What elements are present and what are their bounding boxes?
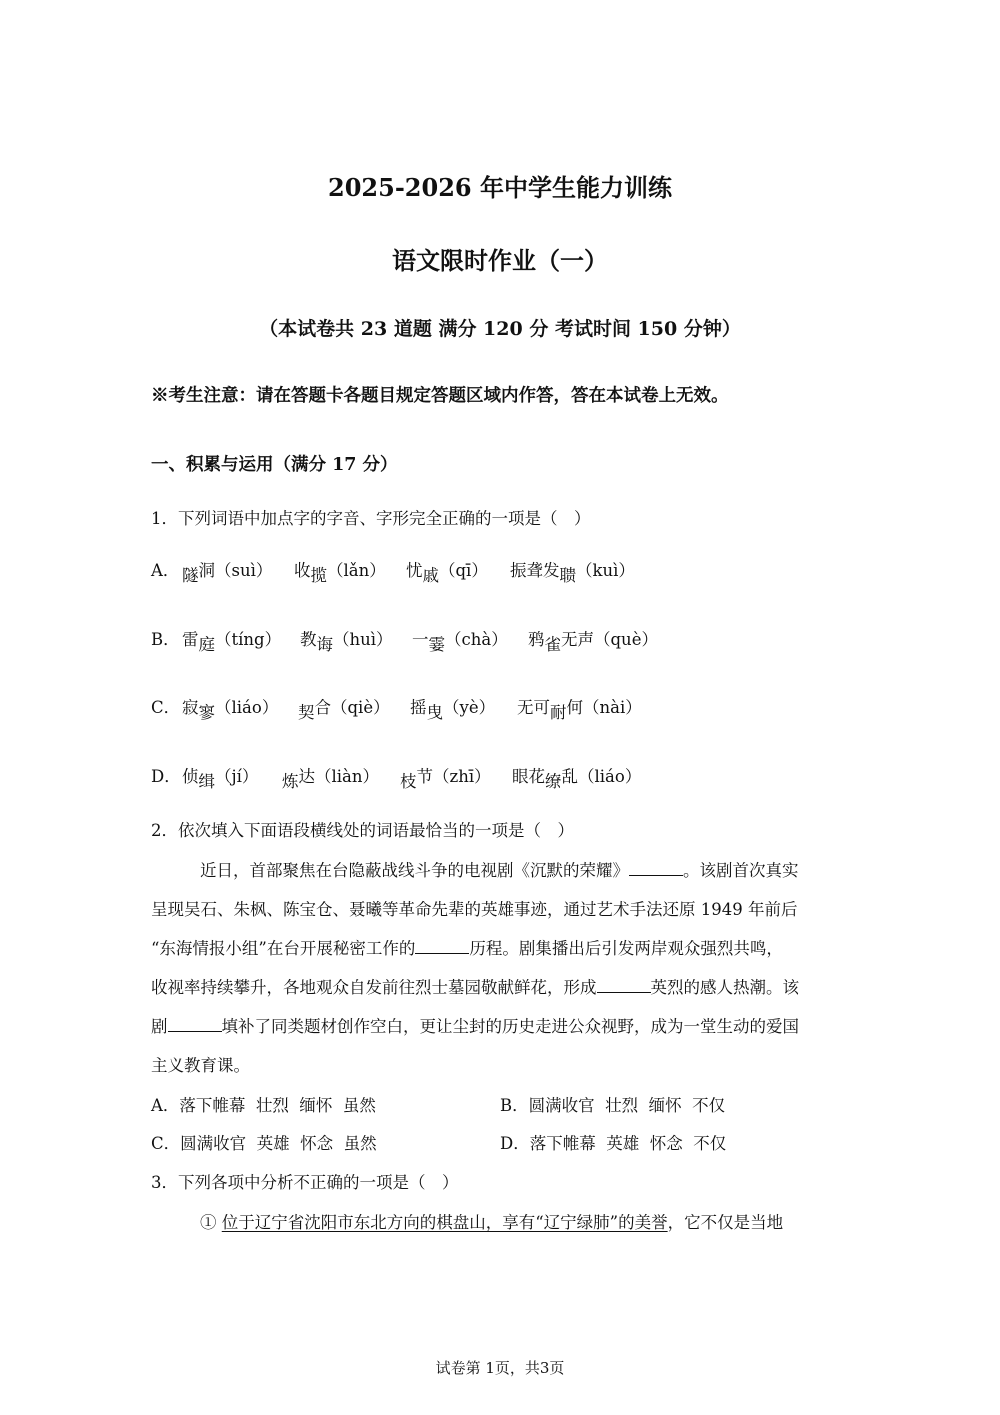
q2-para-text: “东海情报小组”在台开展秘密工作的 bbox=[151, 939, 416, 958]
word-text: 振聋发 bbox=[510, 561, 560, 580]
fill-blank bbox=[629, 859, 683, 877]
pinyin-annotation: （huì） bbox=[333, 630, 393, 649]
q2-para-text: 填补了同类题材创作空白，更让尘封的历史走进公众视野，成为一堂生动的爱国 bbox=[221, 1017, 799, 1036]
dotted-character: 炼 bbox=[282, 772, 299, 791]
option-letter: A． bbox=[151, 561, 180, 580]
pinyin-annotation: （liáo） bbox=[215, 698, 279, 717]
word-text: 教 bbox=[300, 630, 317, 649]
word-text: 无声 bbox=[561, 630, 594, 649]
q1-word-item bbox=[182, 626, 282, 654]
dotted-character: 枝 bbox=[400, 772, 417, 791]
word-text: 寂 bbox=[182, 698, 199, 717]
q2-para-line-5 bbox=[151, 1013, 799, 1037]
dotted-character: 诲 bbox=[316, 635, 333, 654]
q1-option-row bbox=[0, 694, 1000, 724]
dotted-character: 缭 bbox=[545, 772, 562, 791]
q3-line-1 bbox=[200, 1209, 783, 1233]
option-text: 落下帷幕 英雄 怀念 不仅 bbox=[529, 1134, 727, 1153]
q2-para-text: 呈现吴石、朱枫、陈宝仓、聂曦等革命先辈的英雄事迹，通过艺术手法还原 1949 年前后 bbox=[151, 900, 798, 919]
pinyin-annotation: （kuì） bbox=[576, 561, 635, 580]
q1-option-row bbox=[0, 626, 1000, 656]
q2-option-b bbox=[500, 1092, 725, 1116]
question-3-stem: 3．下列各项中分析不正确的一项是（ ） bbox=[151, 1173, 459, 1192]
pinyin-annotation: （liáo） bbox=[578, 767, 642, 786]
underlined-sentence: 位于辽宁省沈阳市东北方向的棋盘山，享有“辽宁绿肺”的美誉 bbox=[221, 1213, 668, 1232]
q2-option-d bbox=[500, 1130, 726, 1154]
exam-subtitle: 语文限时作业（一） bbox=[392, 246, 608, 275]
q2-para-text: 剧 bbox=[151, 1017, 168, 1036]
word-text: 忧 bbox=[406, 561, 423, 580]
exam-info: （本试卷共 23 道题 满分 120 分 考试时间 150 分钟） bbox=[259, 318, 741, 340]
word-text: 收 bbox=[294, 561, 311, 580]
exam-notice: ※考生注意：请在答题卡各题目规定答题区域内作答，答在本试卷上无效。 bbox=[151, 386, 729, 406]
option-text: 圆满收官 英雄 怀念 虽然 bbox=[180, 1134, 377, 1153]
dotted-character: 霎 bbox=[428, 635, 445, 654]
q2-para-text: 近日，首部聚焦在台隐蔽战线斗争的电视剧《沉默的荣耀》 bbox=[200, 861, 629, 880]
q2-para-line-1 bbox=[200, 857, 799, 881]
pinyin-annotation: （chà） bbox=[445, 630, 508, 649]
dotted-character: 契 bbox=[298, 703, 315, 722]
option-letter: D． bbox=[500, 1134, 530, 1153]
option-letter: A． bbox=[151, 1096, 180, 1115]
q1-word-item bbox=[294, 557, 386, 585]
word-text: 合 bbox=[314, 698, 331, 717]
section-heading: 一、积累与运用（满分 17 分） bbox=[151, 455, 398, 475]
option-letter: D． bbox=[151, 767, 181, 786]
pinyin-annotation: （yè） bbox=[443, 698, 496, 717]
word-text: 摇 bbox=[410, 698, 427, 717]
word-text: 雷 bbox=[182, 630, 199, 649]
word-text: 达 bbox=[298, 767, 315, 786]
word-text: 无可 bbox=[517, 698, 550, 717]
dotted-character: 聩 bbox=[559, 566, 576, 585]
q1-word-item bbox=[298, 694, 390, 722]
word-text: 一 bbox=[412, 630, 429, 649]
q2-option-c bbox=[151, 1130, 377, 1154]
q1-option-row bbox=[0, 557, 1000, 587]
circled-number: ① bbox=[200, 1213, 222, 1232]
option-letter: C． bbox=[151, 1134, 181, 1153]
q2-para-text: 主义教育课。 bbox=[151, 1056, 250, 1075]
dotted-character: 隧 bbox=[182, 566, 199, 585]
dotted-character: 雀 bbox=[544, 635, 561, 654]
q2-para-text: 历程。剧集播出后引发两岸观众强烈共鸣， bbox=[469, 939, 783, 958]
q2-para-text: 。该剧首次真实 bbox=[683, 861, 799, 880]
dotted-character: 耐 bbox=[550, 703, 567, 722]
option-text: 落下帷幕 壮烈 缅怀 虽然 bbox=[179, 1096, 376, 1115]
pinyin-annotation: （zhī） bbox=[433, 767, 491, 786]
option-letter: B． bbox=[151, 630, 180, 649]
word-text: 侦 bbox=[182, 767, 199, 786]
q1-word-item bbox=[406, 557, 488, 585]
page-footer: 试卷第 1页，共3页 bbox=[435, 1359, 565, 1377]
q2-para-text: 收视率持续攀升，各地观众自发前往烈士墓园敬献鲜花，形成 bbox=[151, 978, 597, 997]
q1-word-item bbox=[182, 557, 273, 585]
q1-word-item bbox=[528, 626, 658, 654]
pinyin-annotation: （jí） bbox=[215, 767, 259, 786]
option-letter: C． bbox=[151, 698, 181, 717]
q1-word-item bbox=[300, 626, 393, 654]
q1-word-item bbox=[182, 763, 259, 791]
q1-word-item bbox=[182, 694, 279, 722]
word-text: 节 bbox=[416, 767, 433, 786]
word-text: 乱 bbox=[561, 767, 578, 786]
q3-text: ，它不仅是当地 bbox=[667, 1213, 784, 1232]
word-text: 鸦 bbox=[528, 630, 545, 649]
q2-para-text: 英烈的感人热潮。该 bbox=[650, 978, 799, 997]
q2-para-line-2 bbox=[151, 896, 797, 920]
fill-blank bbox=[597, 976, 651, 994]
option-letter: B． bbox=[500, 1096, 529, 1115]
pinyin-annotation: （qiè） bbox=[331, 698, 390, 717]
q2-para-line-4 bbox=[151, 974, 799, 998]
dotted-character: 寥 bbox=[198, 703, 215, 722]
pinyin-annotation: （suì） bbox=[215, 561, 273, 580]
exam-title: 2025-2026 年中学生能力训练 bbox=[328, 173, 672, 202]
q1-option-row bbox=[0, 763, 1000, 793]
q1-word-item bbox=[400, 763, 491, 791]
q1-word-item bbox=[517, 694, 642, 722]
question-2-stem: 2．依次填入下面语段横线处的词语最恰当的一项是（ ） bbox=[151, 821, 574, 840]
dotted-character: 庭 bbox=[198, 635, 215, 654]
dotted-character: 戚 bbox=[422, 566, 439, 585]
dotted-character: 揽 bbox=[310, 566, 327, 585]
dotted-character: 缉 bbox=[198, 772, 215, 791]
q2-para-line-3 bbox=[151, 935, 783, 959]
q2-para-line-6 bbox=[151, 1052, 250, 1076]
pinyin-annotation: （què） bbox=[594, 630, 658, 649]
pinyin-annotation: （tíng） bbox=[215, 630, 282, 649]
fill-blank bbox=[415, 937, 469, 955]
pinyin-annotation: （lǎn） bbox=[327, 561, 386, 580]
word-text: 洞 bbox=[198, 561, 215, 580]
q2-option-a bbox=[151, 1092, 376, 1116]
q1-word-item bbox=[412, 626, 508, 654]
dotted-character: 曳 bbox=[426, 703, 443, 722]
pinyin-annotation: （liàn） bbox=[315, 767, 380, 786]
fill-blank bbox=[168, 1015, 222, 1033]
word-text: 何 bbox=[566, 698, 583, 717]
q1-word-item bbox=[510, 557, 635, 585]
pinyin-annotation: （nài） bbox=[583, 698, 642, 717]
pinyin-annotation: （qī） bbox=[439, 561, 488, 580]
q1-word-item bbox=[282, 763, 380, 791]
q1-word-item bbox=[410, 694, 496, 722]
word-text: 眼花 bbox=[512, 767, 545, 786]
q1-word-item bbox=[512, 763, 642, 791]
option-text: 圆满收官 壮烈 缅怀 不仅 bbox=[528, 1096, 726, 1115]
question-1-stem: 1．下列词语中加点字的字音、字形完全正确的一项是（ ） bbox=[151, 509, 591, 528]
